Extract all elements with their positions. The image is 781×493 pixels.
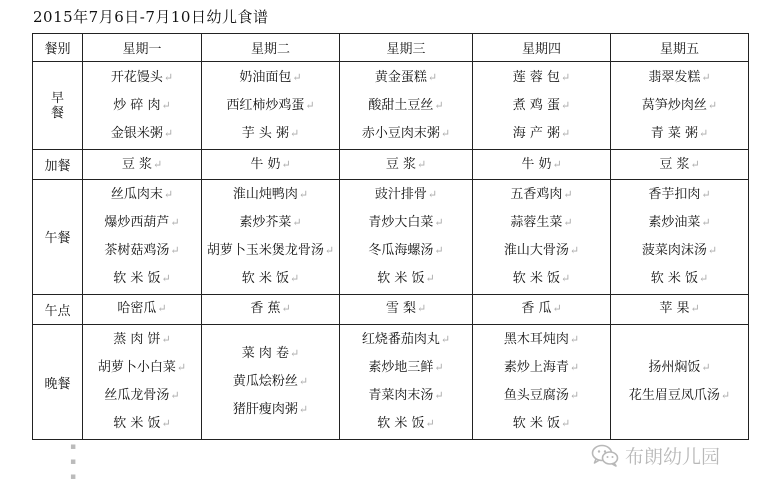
menu-cell-dinner-mon xyxy=(83,325,202,440)
dish-item: 炒 碎 肉↵ xyxy=(113,97,171,113)
dish-item: 金银米粥↵ xyxy=(110,125,174,141)
dish-item: 菠菜肉沫汤↵ xyxy=(641,242,718,258)
dish-item: 煮 鸡 蛋↵ xyxy=(512,97,571,113)
menu-cell-lunch-thu xyxy=(473,179,611,294)
dish-item: 雪 梨↵ xyxy=(385,301,427,317)
dish-item: 丝瓜肉末↵ xyxy=(110,186,174,202)
menu-cell-breakfast-thu xyxy=(473,62,611,150)
menu-cell-snack-thu xyxy=(473,150,611,179)
dish-item: 五香鸡肉↵ xyxy=(510,186,573,202)
menu-cell-breakfast-tue xyxy=(202,62,340,150)
menu-cell-breakfast-fri xyxy=(611,62,749,150)
dish-item: 哈密瓜↵ xyxy=(117,301,167,317)
dish-item: 豉汁排骨↵ xyxy=(374,186,438,202)
dish-item: 素炒芥菜↵ xyxy=(239,214,302,230)
dish-item: 苹 果↵ xyxy=(659,301,700,317)
dish-item: 菜 肉 卷↵ xyxy=(241,346,300,362)
day-header-tue: 星期二 xyxy=(202,34,340,62)
day-header-thu: 星期四 xyxy=(473,34,611,62)
dish-item: 软 米 饭↵ xyxy=(113,270,171,286)
dish-item: 软 米 饭↵ xyxy=(650,270,709,286)
menu-cell-lunch-wed xyxy=(340,179,473,294)
meal-label-lunch: 午餐 xyxy=(33,179,83,294)
dish-item: 胡萝卜小白菜↵ xyxy=(97,360,187,376)
dish-item: 牛 奶↵ xyxy=(250,156,291,172)
dish-item: 淮山大骨汤↵ xyxy=(503,242,580,258)
day-header-fri: 星期五 xyxy=(611,34,749,62)
dish-item: 豆 浆↵ xyxy=(659,156,700,172)
dish-item: 素炒地三鲜↵ xyxy=(368,360,444,376)
menu-cell-breakfast-wed xyxy=(340,62,473,150)
day-header-mon: 星期一 xyxy=(83,34,202,62)
corner-header: 餐别 xyxy=(33,34,83,62)
dish-item: 芋 头 粥↵ xyxy=(241,125,300,141)
dish-item: 青菜肉末汤↵ xyxy=(368,388,444,404)
dish-item: 牛 奶↵ xyxy=(521,156,562,172)
dish-item: 软 米 饭↵ xyxy=(241,270,300,286)
dish-item: 香芋扣肉↵ xyxy=(648,186,711,202)
dish-item: 红烧番茄肉丸↵ xyxy=(361,332,451,348)
dish-item: 青炒大白菜↵ xyxy=(368,214,444,230)
meal-row-lunch xyxy=(33,179,749,294)
menu-cell-afternoon-snack-wed xyxy=(340,294,473,324)
dish-item: 黄瓜烩粉丝↵ xyxy=(232,374,309,390)
menu-cell-snack-tue xyxy=(202,150,340,179)
dish-item: 青 菜 粥↵ xyxy=(650,125,709,141)
menu-cell-lunch-tue xyxy=(202,179,340,294)
header-row xyxy=(33,34,749,62)
dish-item: 蒜蓉生菜↵ xyxy=(510,214,573,230)
menu-cell-lunch-fri xyxy=(611,179,749,294)
dish-item: 素炒油菜↵ xyxy=(648,214,711,230)
menu-cell-dinner-thu xyxy=(473,325,611,440)
dish-item: 香 瓜↵ xyxy=(521,301,562,317)
menu-cell-dinner-fri xyxy=(611,325,749,440)
dish-item: 胡萝卜玉米煲龙骨汤↵ xyxy=(206,242,335,258)
dish-item: 莲 蓉 包↵ xyxy=(512,69,571,85)
dish-item: 黑木耳炖肉↵ xyxy=(503,332,580,348)
dish-item: 软 米 饭↵ xyxy=(113,416,171,432)
dish-item: 素炒上海青↵ xyxy=(503,360,580,376)
dish-item: 软 米 饭↵ xyxy=(512,270,571,286)
dish-item: 猪肝瘦肉粥↵ xyxy=(232,402,309,418)
watermark xyxy=(591,440,720,470)
dish-item: 香 蕉↵ xyxy=(250,301,291,317)
page-title: 2015年7月6日-7月10日幼儿食谱 xyxy=(33,8,269,26)
paragraph-marks: ▪ ▪ ▪ xyxy=(70,442,77,482)
dish-item: 扬州焖饭↵ xyxy=(648,360,711,376)
meal-label-breakfast: 早餐 xyxy=(33,62,83,150)
watermark-text: 布朗幼儿园 xyxy=(625,445,721,468)
menu-cell-breakfast-mon xyxy=(83,62,202,150)
dish-item: 花生眉豆凤爪汤↵ xyxy=(628,388,731,404)
menu-cell-afternoon-snack-thu xyxy=(473,294,611,324)
dish-item: 冬瓜海螺汤↵ xyxy=(368,242,444,258)
dish-item: 蒸 肉 饼↵ xyxy=(113,332,171,348)
meal-label-snack: 加餐 xyxy=(33,150,83,179)
dish-item: 豆 浆↵ xyxy=(121,156,163,172)
dish-item: 爆炒西葫芦↵ xyxy=(104,214,180,230)
dish-item: 软 米 饭↵ xyxy=(512,416,571,432)
dish-item: 赤小豆肉末粥↵ xyxy=(361,125,451,141)
menu-table xyxy=(32,33,749,440)
dish-item: 奶油面包↵ xyxy=(239,69,302,85)
dish-item: 西红柿炒鸡蛋↵ xyxy=(226,97,315,113)
menu-cell-dinner-tue xyxy=(202,325,340,440)
meal-row-afternoon-snack xyxy=(33,294,749,324)
menu-cell-afternoon-snack-fri xyxy=(611,294,749,324)
meal-row-snack xyxy=(33,150,749,179)
dish-item: 开花馒头↵ xyxy=(110,69,174,85)
dish-item: 酸甜土豆丝↵ xyxy=(368,97,444,113)
meal-label-afternoon-snack: 午点 xyxy=(33,294,83,324)
day-header-wed: 星期三 xyxy=(340,34,473,62)
meal-row-breakfast xyxy=(33,62,749,150)
menu-cell-dinner-wed xyxy=(340,325,473,440)
menu-cell-snack-mon xyxy=(83,150,202,179)
menu-cell-snack-fri xyxy=(611,150,749,179)
dish-item: 丝瓜龙骨汤↵ xyxy=(104,388,180,404)
menu-cell-afternoon-snack-mon xyxy=(83,294,202,324)
dish-item: 豆 浆↵ xyxy=(385,156,427,172)
dish-item: 鱼头豆腐汤↵ xyxy=(503,388,580,404)
menu-cell-lunch-mon xyxy=(83,179,202,294)
meal-label-dinner: 晚餐 xyxy=(33,325,83,440)
wechat-icon xyxy=(591,443,619,467)
dish-item: 茶树菇鸡汤↵ xyxy=(104,242,180,258)
dish-item: 软 米 饭↵ xyxy=(377,416,435,432)
dish-item: 软 米 饭↵ xyxy=(377,270,435,286)
dish-item: 莴笋炒肉丝↵ xyxy=(641,97,718,113)
menu-cell-snack-wed xyxy=(340,150,473,179)
meal-row-dinner xyxy=(33,325,749,440)
dish-item: 淮山炖鸭肉↵ xyxy=(232,186,309,202)
dish-item: 黄金蛋糕↵ xyxy=(374,69,438,85)
menu-cell-afternoon-snack-tue xyxy=(202,294,340,324)
dish-item: 海 产 粥↵ xyxy=(512,125,571,141)
dish-item: 翡翠发糕↵ xyxy=(648,69,711,85)
